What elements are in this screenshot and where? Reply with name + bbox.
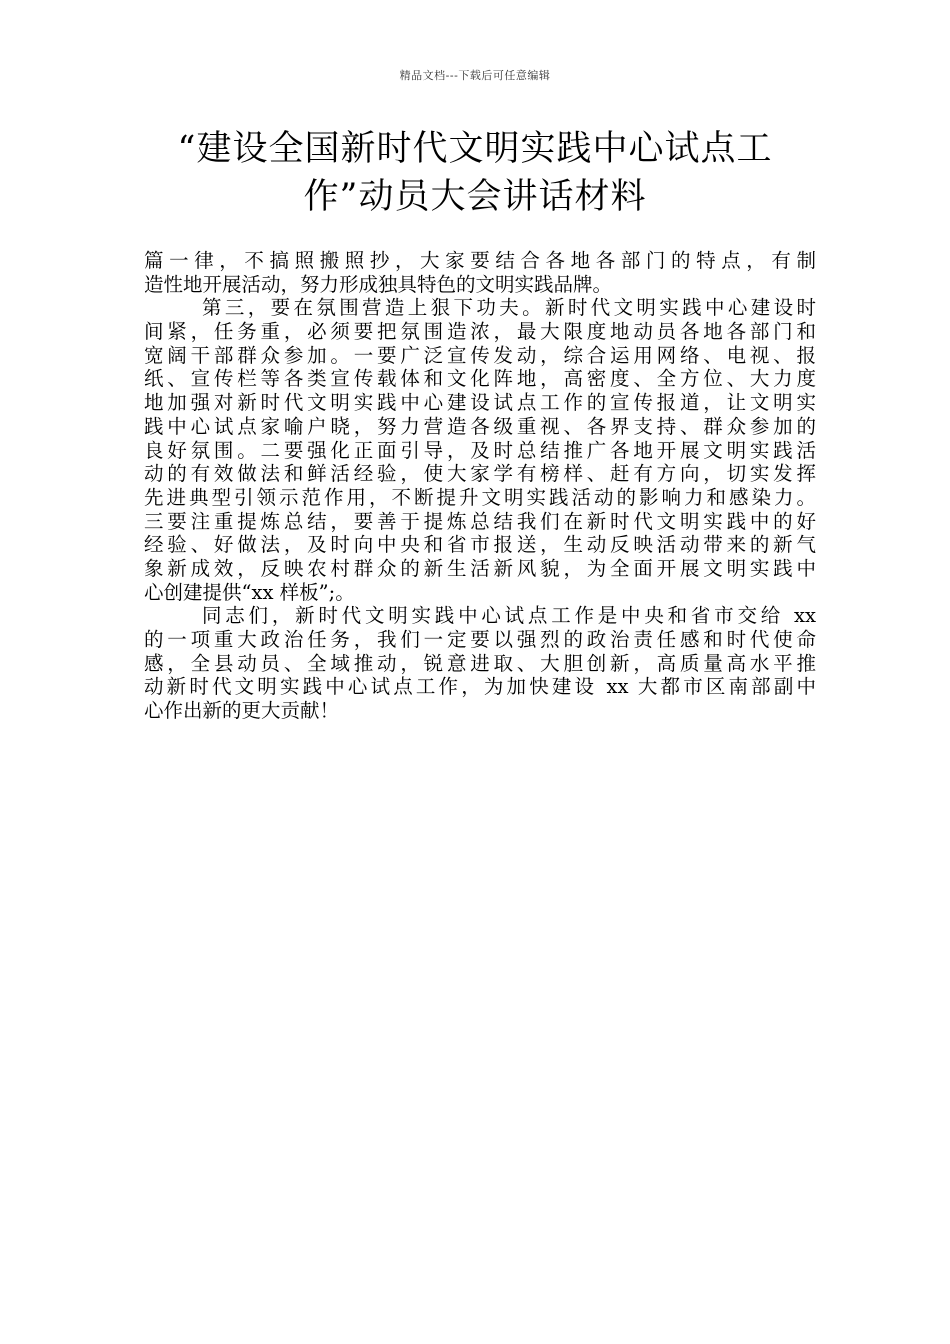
paragraph-line: 心作出新的更大贡献！ <box>144 699 340 723</box>
paragraph-line: 经验、好做法，及时向中央和省市报送，生动反映活动带来的新气 <box>144 533 816 557</box>
paragraph-line: 间紧，任务重，必须要把氛围造浓，最大限度地动员各地各部门和 <box>144 320 816 344</box>
paragraph-line: 地加强对新时代文明实践中心建设试点工作的宣传报道，让文明实 <box>144 391 816 415</box>
paragraph-line: 纸、宣传栏等各类宣传载体和文化阵地，高密度、全方位、大力度 <box>144 367 816 391</box>
paragraph-line: 宽阔干部群众参加。一要广泛宣传发动，综合运用网络、电视、报 <box>144 343 816 367</box>
paragraph-line: 篇一律，不搞照搬照抄，大家要结合各地各部门的特点，有制 <box>144 249 816 272</box>
paragraph-line: 的一项重大政治任务，我们一定要以强烈的政治责任感和时代使命 <box>144 628 816 651</box>
document-title <box>120 125 830 221</box>
paragraph-line: 同志们，新时代文明实践中心试点工作是中央和省市交给 xx <box>202 604 816 628</box>
paragraph-line: 象新成效，反映农村群众的新生活新风貌，为全面开展文明实践中 <box>144 556 816 580</box>
paragraph-line: 感，全县动员、全域推动，锐意进取、大胆创新，高质量高水平推 <box>144 651 816 675</box>
paragraph-line: 良好氛围。二要强化正面引导，及时总结推广各地开展文明实践活 <box>144 438 816 462</box>
title-line-2: 作”动员大会讲话材料 <box>303 177 647 217</box>
paragraph-line: 三要注重提炼总结，要善于提炼总结我们在新时代文明实践中的好 <box>144 509 816 533</box>
paragraph-3 <box>144 604 816 722</box>
paragraph-1 <box>144 249 816 296</box>
paragraph-line: 动的有效做法和鲜活经验，使大家学有榜样、赶有方向，切实发挥 <box>144 462 816 486</box>
document-body <box>144 249 816 723</box>
paragraph-line: 第三，要在氛围营造上狠下功夫。新时代文明实践中心建设时 <box>202 296 816 320</box>
page-header-note: 精品文档---下载后可任意编辑 <box>399 69 551 82</box>
paragraph-line: 动新时代文明实践中心试点工作，为加快建设 xx 大都市区南部副中 <box>144 675 816 699</box>
paragraph-line: 践中心试点家喻户晓，努力营造各级重视、各界支持、群众参加的 <box>144 414 816 438</box>
paragraph-line: 造性地开展活动，努力形成独具特色的文明实践品牌。 <box>144 272 613 296</box>
paragraph-2 <box>144 296 816 604</box>
paragraph-line: 先进典型引领示范作用，不断提升文明实践活动的影响力和感染力。 <box>144 485 816 509</box>
paragraph-line: 心创建提供“xx 样板”;。 <box>144 580 355 604</box>
title-line-1: “建设全国新时代文明实践中心试点工 <box>177 129 773 169</box>
